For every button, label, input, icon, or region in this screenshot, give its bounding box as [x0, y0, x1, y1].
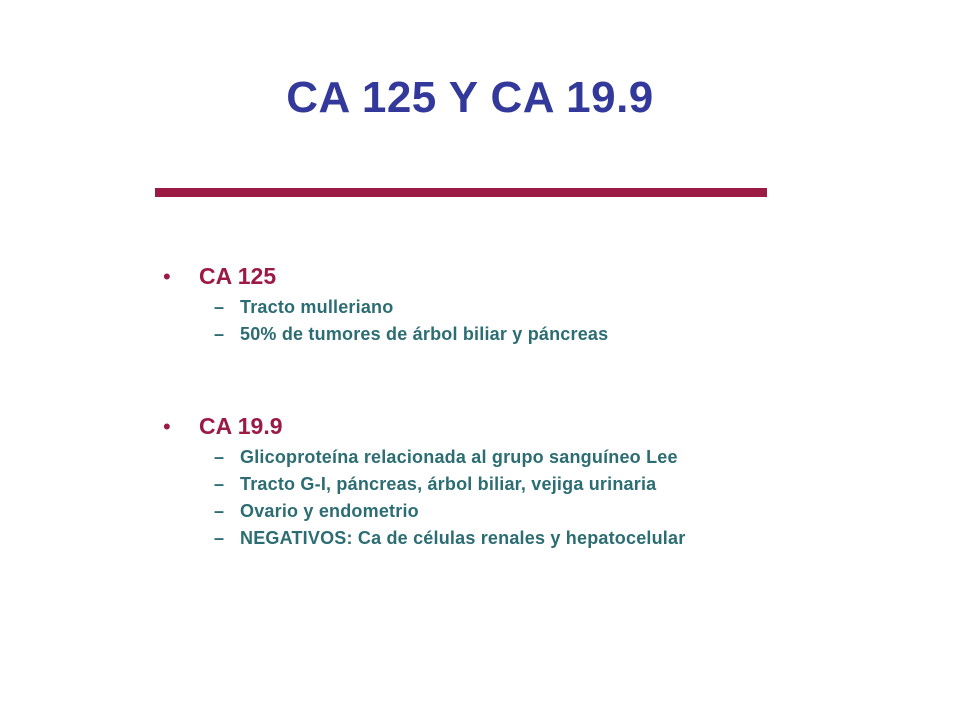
subbullet-text: Tracto mulleriano	[240, 297, 394, 317]
subbullet-item	[214, 321, 923, 348]
subbullet-item	[214, 525, 923, 552]
subbullet-marker: –	[214, 501, 225, 521]
subbullet-item	[214, 444, 923, 471]
subbullet-list	[163, 294, 923, 348]
subbullet-item	[214, 294, 923, 321]
bullet-ca125	[163, 258, 923, 348]
subbullet-marker: –	[214, 474, 225, 494]
bullet-marker: •	[163, 414, 171, 439]
subbullet-item	[214, 471, 923, 498]
slide-title: CA 125 Y CA 19.9	[286, 73, 654, 122]
bullet-marker: •	[163, 264, 171, 289]
subbullet-marker: –	[214, 324, 225, 344]
subbullet-text: Glicoproteína relacionada al grupo sanguíneo Lee	[240, 447, 678, 467]
subbullet-text: NEGATIVOS: Ca de células renales y hepatocelular	[240, 528, 686, 548]
subbullet-text: 50% de tumores de árbol biliar y páncreas	[240, 324, 609, 344]
subbullet-marker: –	[214, 447, 225, 467]
subbullet-marker: –	[214, 297, 225, 317]
title-divider	[155, 188, 767, 197]
bullet-label: CA 125	[199, 263, 277, 289]
bullet-ca199	[163, 408, 923, 552]
subbullet-marker: –	[214, 528, 225, 548]
subbullet-item	[214, 498, 923, 525]
bullet-list	[163, 258, 923, 552]
subbullet-text: Tracto G-I, páncreas, árbol biliar, vejiga urinaria	[240, 474, 657, 494]
bullet-label: CA 19.9	[199, 413, 283, 439]
subbullet-list	[163, 444, 923, 552]
subbullet-text: Ovario y endometrio	[240, 501, 419, 521]
